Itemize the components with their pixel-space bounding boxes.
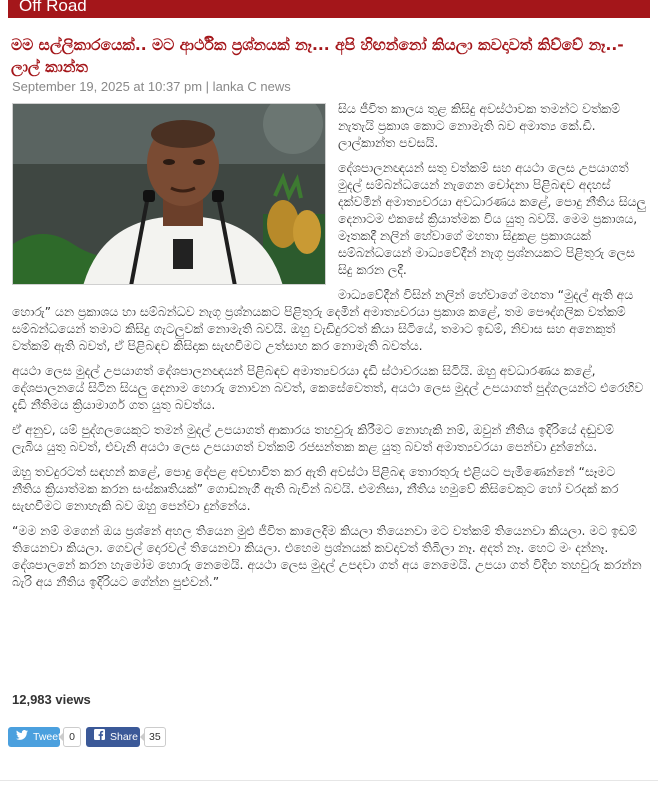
footer-divider (0, 780, 658, 781)
twitter-bird-icon (16, 727, 28, 747)
facebook-share-count: 35 (144, 727, 166, 747)
category-bar (8, 0, 650, 18)
facebook-share-button[interactable] (86, 727, 140, 747)
paragraph: මාධ්‍යවේදීන් විසින් නලින් හේවාගේ මහතා “මුදල් ඇති අය හොරු” යන ප්‍රකාශය හා සම්බන්ධව නැගූ ප්‍රශ්නයකට පිළිතුරු දෙමින් අමාත්‍යවරයා ප්‍රකාශ කළේ, තම පෞද්ගලික වත්කම් සම්බන්ධයෙන් තමාට කිසිදු ගැටලුවක් නොමැති බවයි. ඔහු වැඩිදුරටත් කියා සිටියේ, තමාට ඉඩම්, නිවාස සහ අනෙකුත් වත්කම් ඇති බවත්, ඒ පිළිබඳව කිසිදාක සැඟවීමට උත්සාහ කර නොමැති බවත්ය. (12, 287, 634, 353)
facebook-share-label: Share (110, 731, 139, 743)
paragraph: ඒ අනුව, යම් පුද්ගලයෙකුට තමන් මුදල් උපයාගත් ආකාරය තහවුරු කිරීමට නොහැකි නම්, ඔවුන් නීතිය ඉදිරියේ දඬුවම් ලැබිය යුතු බවත්, එවැනි අයථා ලෙස උපයාගත් වත්කම් රජසන්තක කළ යුතු බවත් අමාත්‍යවරයා පෙන්වා දුන්නේය. (12, 422, 614, 454)
article-photo (12, 103, 326, 285)
tweet-button[interactable] (8, 727, 60, 747)
paragraph: “මම නම් මගෙන් ඔය ප්‍රශ්නේ අහල තියෙන මුළු ජීවිත කාලෙදිම කියලා තියෙනවා මට වත්කම් තියෙනවා කියලා. මට ඉඩම් තියෙනවා කියලා. ගෙවල් දොරවල් තියෙනවා කියලා. එහෙම ප්‍රශ්නයක් කවදාවත් තිබිලා නෑ. අදත් නෑ. හෙට මං දන්නෑ. දේශපාලනේ කරන හැමෝම හොරු නෙමෙයි. අයථා ලෙස මුදල් උපදවා ගත් අය නෙමෙයි. උපයා ගත් විදිහ තහවුරු කරන්න බැරි අය නීතිය ඉදිරියට ගේන්න පුළුවන්.” (12, 523, 642, 589)
view-count: 12,983 views (12, 692, 91, 707)
article-title: මම සල්ලිකාරයෙක්.. මට ආර්ථික ප්‍රශ්නයක් නෑ... අපි හිඟන්නෝ කියලා කවදාවත් කිව්වේ නෑ..- ලාල් කාන්ත (11, 36, 624, 76)
article-meta: September 19, 2025 at 10:37 pm | lanka C news (12, 79, 291, 94)
facebook-icon (94, 727, 105, 747)
category-label[interactable]: Off Road (19, 0, 87, 15)
speaker-illustration (13, 104, 326, 285)
paragraph: ඔහු තවදුරටත් සඳහන් කළේ, පොදු දේපළ අවභාවිත කර ඇති අවස්ථා පිළිබඳ තොරතුරු එළියට පැමිණෙන්නේ “සෑමට නීතිය ක්‍රියාත්මක කරන සංස්කෘතියක්” ගොඩනැගී ඇති බැවින් බවයි. එමනිසා, නීතිය හමුවේ කිසිවෙකුට හෝ වරදක් කර සැඟවීමට නොහැකි බව ඔහු පෙන්වා දුන්නේය. (12, 464, 619, 513)
paragraph: සිය ජීවිත කාලය තුළ කිසිදු අවස්ථාවක තමන්ට වත්කම් නැතැයි ප්‍රකාශ කොට නොමැති බව අමාත්‍ය කේ.ඩී. ලාල්කාන්ත පවසයි. (338, 101, 620, 150)
paragraph: දේශපාලනඥයන් සතු වත්කම් සහ අයථා ලෙස උපයාගත් මුදල් සම්බන්ධයෙන් නැගෙන චෝදනා පිළිබඳව අදහස් දක්වමින් අමාත්‍යවරයා අවධාරණය කළේ, පොදු නීතිය සියලු දෙනාටම එකසේ ක්‍රියාත්මක විය යුතු බවයි. මෙම ප්‍රකාශය, මෑතකදී නලින් හේවාගේ මහතා සිදුකළ ප්‍රකාශයක් සම්බන්ධයෙන් මාධ්‍යවේදීන් නැගූ ප්‍රශ්නයකට පිළිතුරු ලෙස සිදු කරන ලදී. (338, 160, 646, 277)
tweet-count: 0 (63, 727, 81, 747)
paragraph: අයථා ලෙස මුදල් උපයාගත් දේශපාලනඥයන් පිළිබඳව අමාත්‍යවරයා දැඩි ස්ථාවරයක සිටියි. ඔහු අවධාරණය කළේ, දේශපාලනයේ සිටින සියලු දෙනාම හොරු නොවන බවත්, කෙසේවෙතත්, අයථා ලෙස මුදල් උපයාගත් පුද්ගලයන්ට එරෙහිව දැඩි නීතිමය ක්‍රියාමාර්ග ගත යුතු බවත්ය. (12, 363, 644, 412)
tweet-label: Tweet (33, 731, 62, 743)
